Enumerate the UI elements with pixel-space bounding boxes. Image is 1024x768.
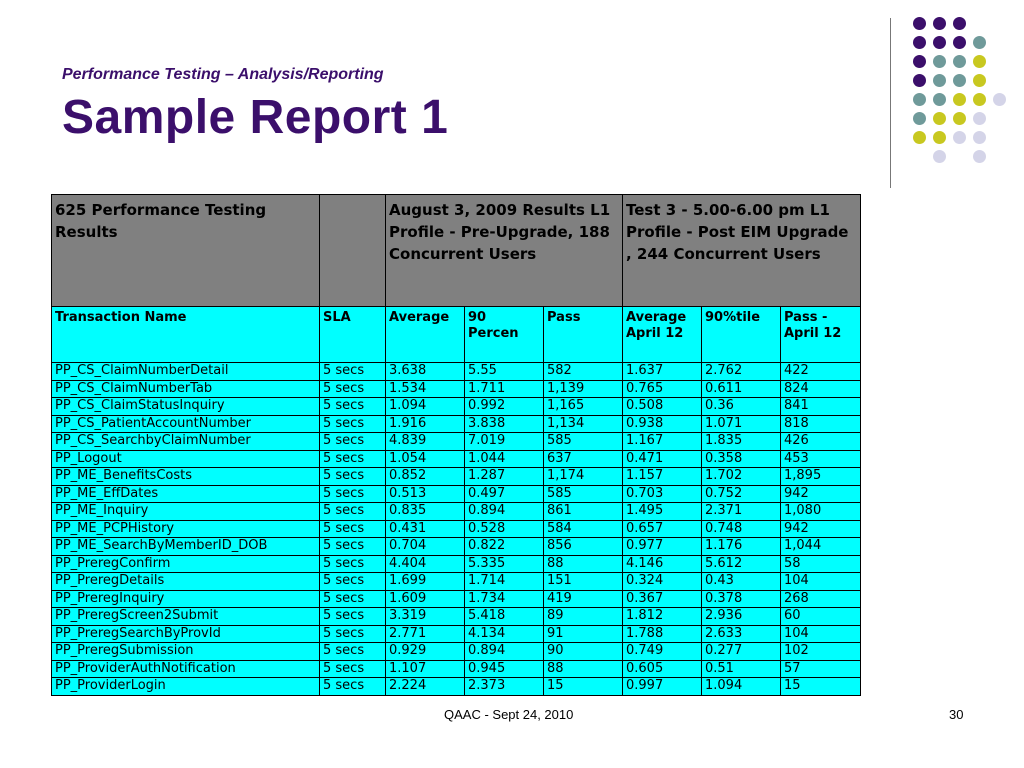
table-cell: 0.324 xyxy=(623,573,702,591)
table-cell: 419 xyxy=(544,590,623,608)
table-cell: 1.699 xyxy=(386,573,465,591)
table-cell: 5 secs xyxy=(320,450,386,468)
table-cell: 5 secs xyxy=(320,485,386,503)
decorative-dot xyxy=(953,131,966,144)
table-cell: PP_ME_PCPHistory xyxy=(52,520,320,538)
table-cell: 1.714 xyxy=(465,573,544,591)
table-cell: 2.771 xyxy=(386,625,465,643)
table-cell: 0.894 xyxy=(465,503,544,521)
table-cell: 104 xyxy=(781,625,861,643)
table-row xyxy=(52,608,861,626)
table-cell: 1.157 xyxy=(623,468,702,486)
table-cell: PP_PreregConfirm xyxy=(52,555,320,573)
table-row xyxy=(52,450,861,468)
results-title-cell: 625 Performance Testing Results xyxy=(52,195,320,307)
table-cell: 3.638 xyxy=(386,363,465,381)
table-cell: 0.36 xyxy=(702,398,781,416)
table-row xyxy=(52,625,861,643)
decorative-dot xyxy=(933,131,946,144)
table-cell: 0.605 xyxy=(623,660,702,678)
table-cell: 0.508 xyxy=(623,398,702,416)
table-cell: 5 secs xyxy=(320,433,386,451)
table-cell: 0.367 xyxy=(623,590,702,608)
table-cell: 1.534 xyxy=(386,380,465,398)
table-cell: 2.224 xyxy=(386,678,465,696)
table-cell: 0.749 xyxy=(623,643,702,661)
table-cell: 0.977 xyxy=(623,538,702,556)
decorative-dot xyxy=(933,17,946,30)
table-cell: PP_PreregDetails xyxy=(52,573,320,591)
table-cell: 5 secs xyxy=(320,503,386,521)
decorative-dot xyxy=(913,93,926,106)
table-cell: 0.929 xyxy=(386,643,465,661)
table-row xyxy=(52,485,861,503)
table-cell: 4.134 xyxy=(465,625,544,643)
table-cell: 5.335 xyxy=(465,555,544,573)
table-cell: 0.528 xyxy=(465,520,544,538)
table-cell: PP_CS_ClaimNumberDetail xyxy=(52,363,320,381)
table-cell: PP_ME_SearchByMemberID_DOB xyxy=(52,538,320,556)
table-cell: 5 secs xyxy=(320,520,386,538)
table-cell: 1.094 xyxy=(702,678,781,696)
table-cell: 151 xyxy=(544,573,623,591)
table-cell: 15 xyxy=(781,678,861,696)
table-row xyxy=(52,363,861,381)
report-table xyxy=(51,194,861,696)
table-cell: 1.711 xyxy=(465,380,544,398)
table-cell: 0.752 xyxy=(702,485,781,503)
table-cell: 88 xyxy=(544,660,623,678)
table-cell: 0.992 xyxy=(465,398,544,416)
table-cell: 91 xyxy=(544,625,623,643)
table-cell: 5.612 xyxy=(702,555,781,573)
decorative-dot xyxy=(953,36,966,49)
table-cell: 5.55 xyxy=(465,363,544,381)
table-cell: 1.495 xyxy=(623,503,702,521)
blank-header-cell xyxy=(320,195,386,307)
table-cell: 5 secs xyxy=(320,573,386,591)
table-cell: 1.167 xyxy=(623,433,702,451)
table-cell: PP_PreregSearchByProvId xyxy=(52,625,320,643)
table-cell: 861 xyxy=(544,503,623,521)
table-cell: PP_ME_Inquiry xyxy=(52,503,320,521)
table-cell: 1,139 xyxy=(544,380,623,398)
table-cell: 1.637 xyxy=(623,363,702,381)
table-cell: 0.852 xyxy=(386,468,465,486)
table-cell: 1.609 xyxy=(386,590,465,608)
table-cell: 453 xyxy=(781,450,861,468)
table-cell: 0.703 xyxy=(623,485,702,503)
table-cell: 585 xyxy=(544,433,623,451)
decorative-dot xyxy=(993,93,1006,106)
table-cell: 942 xyxy=(781,520,861,538)
table-cell: 0.51 xyxy=(702,660,781,678)
table-cell: 841 xyxy=(781,398,861,416)
table-cell: 1.916 xyxy=(386,415,465,433)
table-cell: 584 xyxy=(544,520,623,538)
table-cell: 0.358 xyxy=(702,450,781,468)
table-cell: 5 secs xyxy=(320,590,386,608)
table-cell: PP_CS_ClaimStatusInquiry xyxy=(52,398,320,416)
decorative-dot xyxy=(953,17,966,30)
table-cell: 1.044 xyxy=(465,450,544,468)
table-cell: 0.497 xyxy=(465,485,544,503)
table-cell: 824 xyxy=(781,380,861,398)
report-table-container xyxy=(51,194,860,696)
decorative-dot xyxy=(973,36,986,49)
table-cell: 104 xyxy=(781,573,861,591)
table-cell: 5 secs xyxy=(320,415,386,433)
table-cell: 0.513 xyxy=(386,485,465,503)
table-cell: 5 secs xyxy=(320,468,386,486)
table-cell: 268 xyxy=(781,590,861,608)
decorative-dot xyxy=(973,150,986,163)
decorative-dot xyxy=(973,93,986,106)
table-cell: 426 xyxy=(781,433,861,451)
table-cell: 102 xyxy=(781,643,861,661)
table-cell: 1,080 xyxy=(781,503,861,521)
table-cell: PP_ProviderLogin xyxy=(52,678,320,696)
table-cell: 60 xyxy=(781,608,861,626)
table-cell: PP_ME_EffDates xyxy=(52,485,320,503)
table-cell: 1.835 xyxy=(702,433,781,451)
table-cell: 1,134 xyxy=(544,415,623,433)
table-cell: 1.071 xyxy=(702,415,781,433)
table-cell: 585 xyxy=(544,485,623,503)
table-cell: 1.287 xyxy=(465,468,544,486)
table-cell: 1.107 xyxy=(386,660,465,678)
decorative-dots xyxy=(905,10,1015,170)
decorative-dot xyxy=(913,55,926,68)
col-header-average: Average xyxy=(386,307,465,363)
decorative-dot xyxy=(953,74,966,87)
table-cell: 2.371 xyxy=(702,503,781,521)
divider-line xyxy=(890,18,891,188)
table-cell: 4.404 xyxy=(386,555,465,573)
decorative-dot xyxy=(913,112,926,125)
table-cell: 0.277 xyxy=(702,643,781,661)
table-cell: 1.812 xyxy=(623,608,702,626)
table-cell: 582 xyxy=(544,363,623,381)
table-cell: 856 xyxy=(544,538,623,556)
table-row xyxy=(52,660,861,678)
table-row xyxy=(52,555,861,573)
table-cell: 0.431 xyxy=(386,520,465,538)
col-header-pass-april: Pass - April 12 xyxy=(781,307,861,363)
table-cell: PP_PreregSubmission xyxy=(52,643,320,661)
table-cell: 5 secs xyxy=(320,363,386,381)
table-cell: 2.633 xyxy=(702,625,781,643)
decorative-dot xyxy=(933,74,946,87)
table-cell: 0.704 xyxy=(386,538,465,556)
table-cell: 15 xyxy=(544,678,623,696)
decorative-dot xyxy=(933,150,946,163)
table-cell: 5 secs xyxy=(320,660,386,678)
table-row xyxy=(52,643,861,661)
footer-text: QAAC - Sept 24, 2010 xyxy=(444,707,574,722)
table-cell: 0.835 xyxy=(386,503,465,521)
table-cell: 5 secs xyxy=(320,643,386,661)
decorative-dot xyxy=(973,131,986,144)
table-cell: 0.765 xyxy=(623,380,702,398)
table-cell: 5 secs xyxy=(320,538,386,556)
table-cell: 0.43 xyxy=(702,573,781,591)
col-header-90tile: 90%tile xyxy=(702,307,781,363)
table-cell: 0.822 xyxy=(465,538,544,556)
decorative-dot xyxy=(933,55,946,68)
table-cell: 5 secs xyxy=(320,555,386,573)
table-cell: 1,165 xyxy=(544,398,623,416)
table-row xyxy=(52,398,861,416)
table-cell: 1,044 xyxy=(781,538,861,556)
table-cell: 0.471 xyxy=(623,450,702,468)
august-results-header: August 3, 2009 Results L1 Profile - Pre-Upgrade, 188 Concurrent Users xyxy=(386,195,623,307)
table-row xyxy=(52,433,861,451)
table-cell: PP_PreregScreen2Submit xyxy=(52,608,320,626)
table-row xyxy=(52,573,861,591)
col-header-pass: Pass xyxy=(544,307,623,363)
decorative-dot xyxy=(973,74,986,87)
table-row xyxy=(52,503,861,521)
table-cell: 57 xyxy=(781,660,861,678)
table-cell: PP_CS_ClaimNumberTab xyxy=(52,380,320,398)
table-row xyxy=(52,678,861,696)
table-row xyxy=(52,468,861,486)
table-cell: 89 xyxy=(544,608,623,626)
table-cell: 1.734 xyxy=(465,590,544,608)
table-cell: 1.094 xyxy=(386,398,465,416)
decorative-dot xyxy=(933,112,946,125)
table-cell: 5 secs xyxy=(320,608,386,626)
table-cell: 637 xyxy=(544,450,623,468)
table-cell: 5.418 xyxy=(465,608,544,626)
table-cell: 2.762 xyxy=(702,363,781,381)
decorative-dot xyxy=(913,36,926,49)
table-cell: 0.938 xyxy=(623,415,702,433)
table-cell: PP_Logout xyxy=(52,450,320,468)
table-cell: 90 xyxy=(544,643,623,661)
table-cell: 0.945 xyxy=(465,660,544,678)
table-row xyxy=(52,380,861,398)
table-title-row xyxy=(52,195,861,307)
table-row xyxy=(52,590,861,608)
col-header-average-april: Average April 12 xyxy=(623,307,702,363)
table-cell: 5 secs xyxy=(320,398,386,416)
table-cell: 1.054 xyxy=(386,450,465,468)
table-cell: 5 secs xyxy=(320,380,386,398)
decorative-dot xyxy=(973,55,986,68)
table-cell: 4.146 xyxy=(623,555,702,573)
table-cell: 3.319 xyxy=(386,608,465,626)
table-cell: 422 xyxy=(781,363,861,381)
decorative-dot xyxy=(953,112,966,125)
table-cell: 1.788 xyxy=(623,625,702,643)
table-cell: 0.894 xyxy=(465,643,544,661)
table-cell: 818 xyxy=(781,415,861,433)
table-cell: 88 xyxy=(544,555,623,573)
col-header-transaction: Transaction Name xyxy=(52,307,320,363)
decorative-dot xyxy=(933,36,946,49)
table-cell: 1.702 xyxy=(702,468,781,486)
table-cell: 942 xyxy=(781,485,861,503)
table-cell: 2.373 xyxy=(465,678,544,696)
decorative-dot xyxy=(913,74,926,87)
table-cell: PP_PreregInquiry xyxy=(52,590,320,608)
table-cell: 2.936 xyxy=(702,608,781,626)
table-cell: 1,174 xyxy=(544,468,623,486)
table-cell: 7.019 xyxy=(465,433,544,451)
table-cell: 0.997 xyxy=(623,678,702,696)
table-cell: 58 xyxy=(781,555,861,573)
decorative-dot xyxy=(973,112,986,125)
table-cell: 0.748 xyxy=(702,520,781,538)
decorative-dot xyxy=(953,55,966,68)
table-cell: 0.378 xyxy=(702,590,781,608)
decorative-dot xyxy=(913,17,926,30)
table-cell: PP_ProviderAuthNotification xyxy=(52,660,320,678)
table-cell: 0.657 xyxy=(623,520,702,538)
decorative-dot xyxy=(933,93,946,106)
table-cell: PP_ME_BenefitsCosts xyxy=(52,468,320,486)
table-cell: 0.611 xyxy=(702,380,781,398)
test3-results-header: Test 3 - 5.00-6.00 pm L1 Profile - Post EIM Upgrade , 244 Concurrent Users xyxy=(623,195,861,307)
table-cell: 4.839 xyxy=(386,433,465,451)
col-header-90-percentile: 90 Percen xyxy=(465,307,544,363)
table-cell: 5 secs xyxy=(320,678,386,696)
slide-title: Sample Report 1 xyxy=(62,91,449,144)
page-number: 30 xyxy=(949,707,964,722)
table-cell: PP_CS_SearchbyClaimNumber xyxy=(52,433,320,451)
decorative-dot xyxy=(953,93,966,106)
table-row xyxy=(52,538,861,556)
table-cell: 3.838 xyxy=(465,415,544,433)
table-cell: 5 secs xyxy=(320,625,386,643)
table-cell: PP_CS_PatientAccountNumber xyxy=(52,415,320,433)
table-row xyxy=(52,520,861,538)
table-cell: 1,895 xyxy=(781,468,861,486)
slide-subtitle: Performance Testing – Analysis/Reporting xyxy=(62,66,384,83)
col-header-sla: SLA xyxy=(320,307,386,363)
table-cell: 1.176 xyxy=(702,538,781,556)
column-header-row xyxy=(52,307,861,363)
decorative-dot xyxy=(913,131,926,144)
table-row xyxy=(52,415,861,433)
